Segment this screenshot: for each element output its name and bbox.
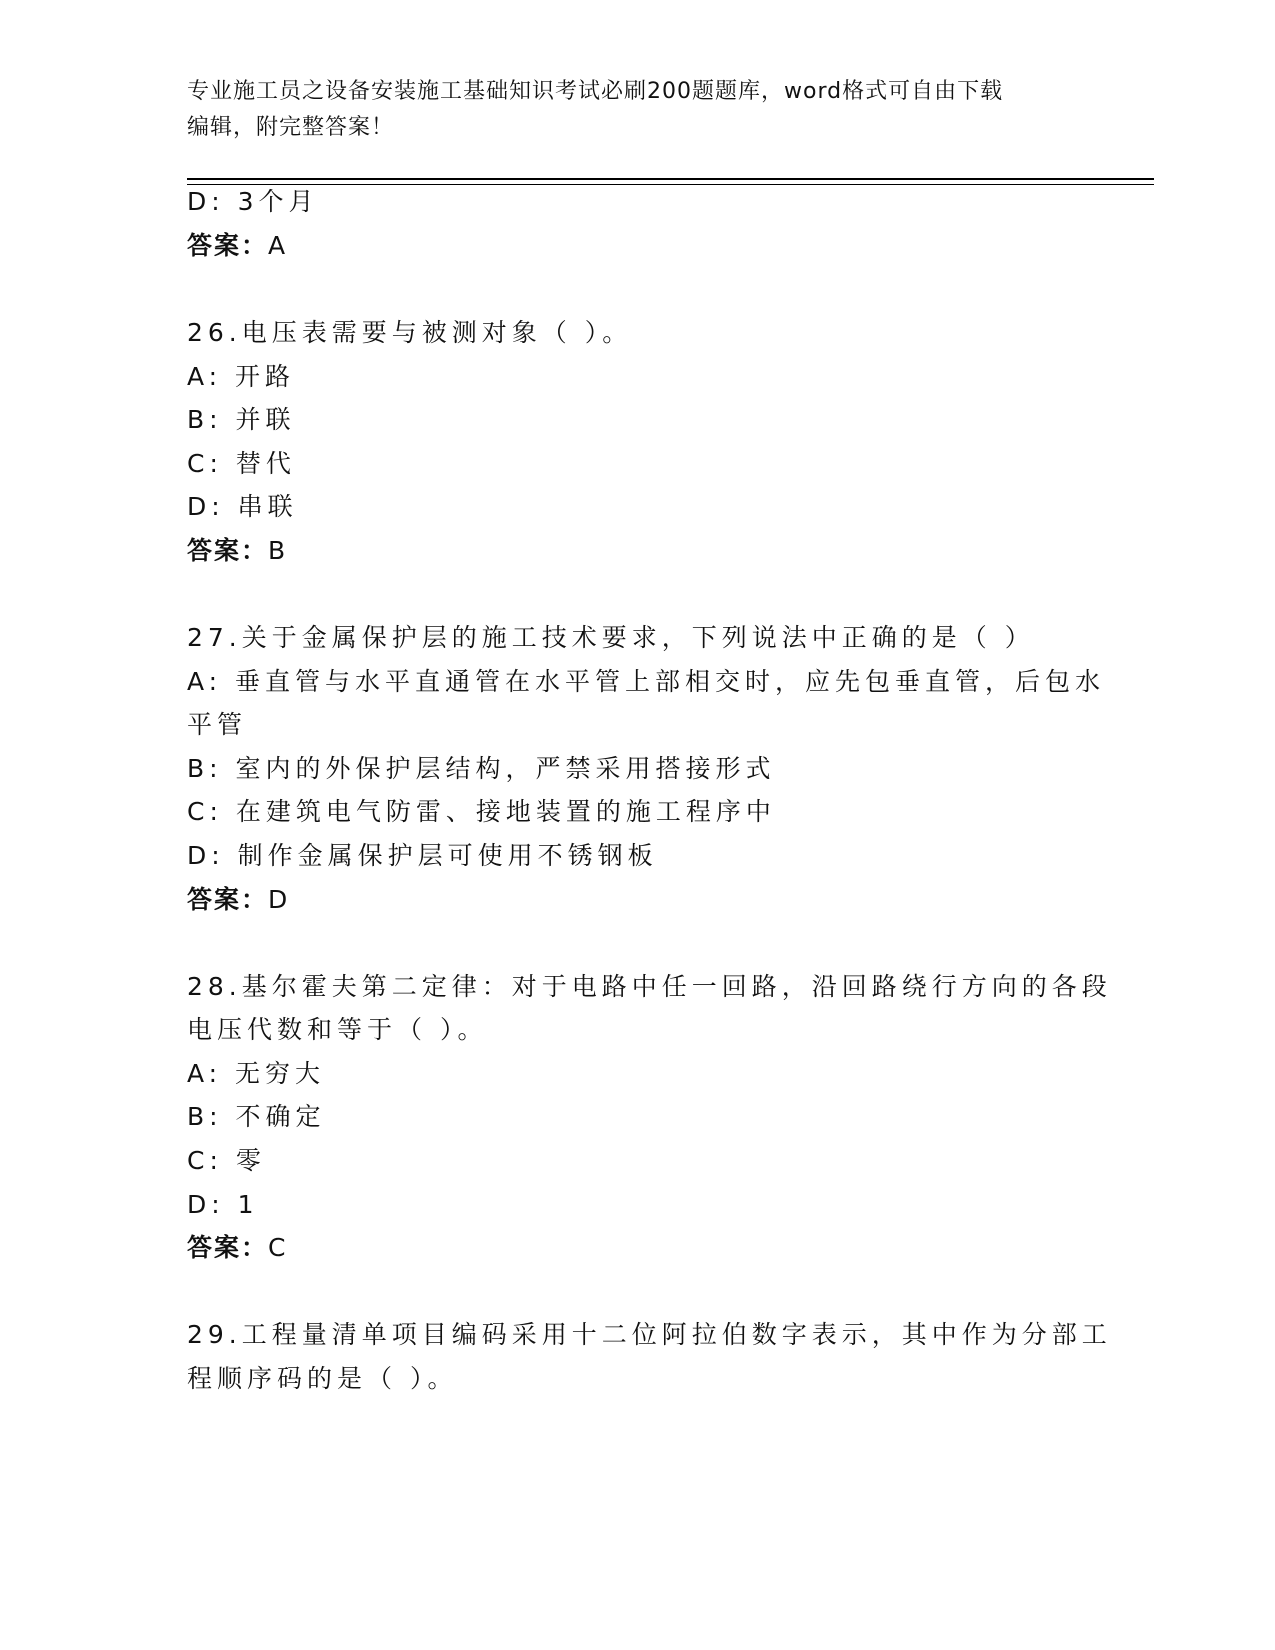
q25-answer: [187, 224, 287, 268]
q28-answer: [187, 1226, 287, 1270]
q27-stem: 27.关于金属保护层的施工技术要求，下列说法中正确的是（ ）: [187, 623, 1035, 652]
header-divider-thick: [187, 178, 1154, 180]
q28-option-d: D: 1: [187, 1190, 259, 1219]
q27-answer-label: 答案：: [187, 885, 269, 914]
q25-answer-value: A: [268, 231, 288, 260]
q26-answer: [187, 529, 287, 573]
q27-option-a-line-2: 平管: [187, 710, 248, 739]
q27-option-c: C: 在建筑电气防雷、接地装置的施工程序中: [187, 797, 776, 826]
q28-option-b: B: 不确定: [187, 1102, 326, 1131]
q27-answer: [187, 878, 289, 922]
q28-stem-line-2: 电压代数和等于（ ）。: [187, 1015, 488, 1044]
header-title-line-2: 编辑，附完整答案！: [187, 115, 395, 140]
q28-option-c: C: 零: [187, 1146, 266, 1175]
document-header: [187, 74, 1087, 146]
q26-option-d: D: 串联: [187, 492, 298, 521]
q26-answer-label: 答案：: [187, 536, 269, 565]
q27-option-b: B: 室内的外保护层结构，严禁采用搭接形式: [187, 754, 776, 783]
header-divider-thin: [187, 184, 1154, 185]
q28-answer-value: C: [268, 1233, 288, 1262]
q25-answer-label: 答案：: [187, 231, 269, 260]
q27-option-a-line-1: A: 垂直管与水平直通管在水平管上部相交时，应先包垂直管，后包水: [187, 667, 1106, 696]
q25-option-d: D: 3个月: [187, 187, 319, 216]
q26-option-a: A: 开路: [187, 362, 296, 391]
q27-option-d: D: 制作金属保护层可使用不锈钢板: [187, 841, 658, 870]
q26-answer-value: B: [268, 536, 288, 565]
q26-option-c: C: 替代: [187, 449, 296, 478]
q29-stem-line-1: 29.工程量清单项目编码采用十二位阿拉伯数字表示，其中作为分部工: [187, 1320, 1112, 1349]
q27-answer-value: D: [268, 885, 290, 914]
q29-stem-line-2: 程顺序码的是（ ）。: [187, 1364, 458, 1393]
q28-stem-line-1: 28.基尔霍夫第二定律：对于电路中任一回路，沿回路绕行方向的各段: [187, 972, 1112, 1001]
header-title-line-1: 专业施工员之设备安装施工基础知识考试必刷200题题库，word格式可自由下载: [187, 79, 1004, 104]
q28-answer-label: 答案：: [187, 1233, 269, 1262]
q26-option-b: B: 并联: [187, 405, 296, 434]
q26-stem: 26.电压表需要与被测对象（ ）。: [187, 318, 633, 347]
q28-option-a: A: 无穷大: [187, 1059, 326, 1088]
